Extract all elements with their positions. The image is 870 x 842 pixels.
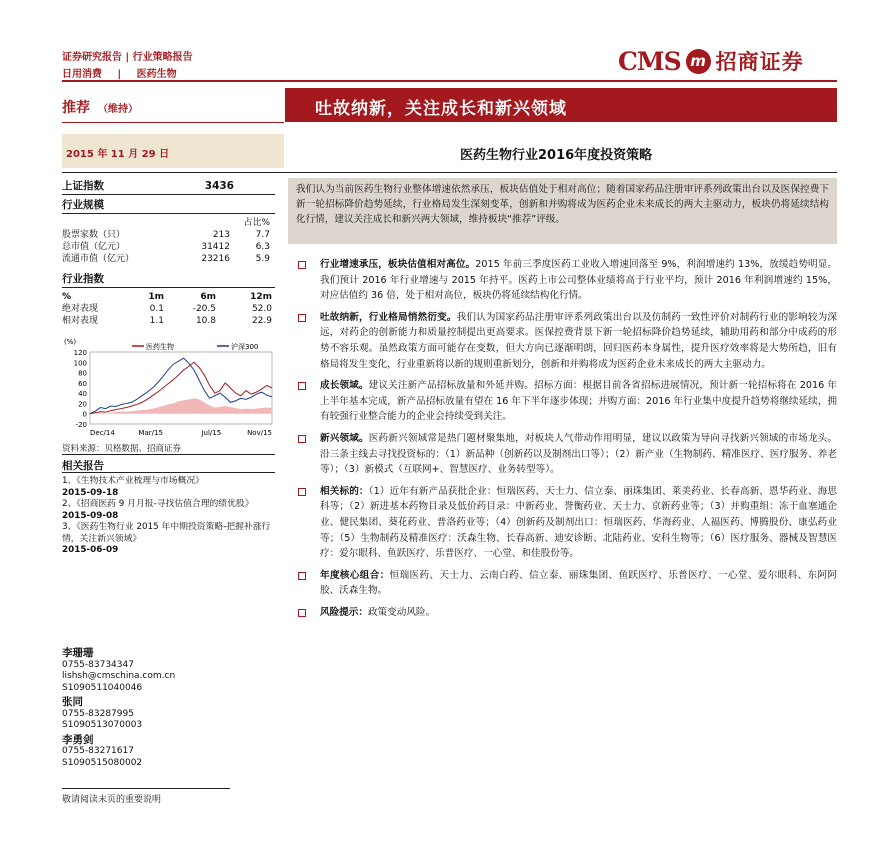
scale-col: 占比% bbox=[243, 218, 270, 228]
bullet-text: （1）近年有新产品获批企业：恒瑞医药、天士力、信立泰、丽珠集团、莱美药业、长春高新、恩华药业、海思科等；（2）新进基本药物目录及低价药目录：中新药业、誉衡药业、天士力、京新药业等；（3）并购重组：冻干血塞通企业、健民集团、葵花药业、普洛药业等；（4）创新药及制剂出口：恒瑞医药、华海药业、人福医药、博腾股份、康弘药业等；（5）生物制药及精准医疗：沃森生物、长春高新、迪安诊断、北陆药业、安科生物等；（6）医疗服务、器械及智慧医疗：爱尔眼科、鱼跃医疗、乐普医疗、一心堂、和佳股份等。 bbox=[320, 485, 837, 560]
scale-pct: 5.9 bbox=[255, 254, 270, 264]
related-item-title[interactable]: 2、《招商医药 9 月月报-寻找估值合理的绩优股》 bbox=[62, 499, 254, 509]
report-subtitle: 医药生物行业2016年度投资策略 bbox=[460, 148, 653, 163]
scale-row bbox=[62, 253, 275, 265]
perf-cell: 52.0 bbox=[251, 304, 272, 314]
category-right: 医药生物 bbox=[136, 69, 177, 80]
index-title: 行业指数 bbox=[62, 273, 104, 285]
x-tick-label: Mar/15 bbox=[138, 429, 163, 437]
logo-cn: 招商证券 bbox=[715, 50, 804, 74]
x-tick-label: Dec/14 bbox=[90, 429, 115, 437]
x-tick-label: Nov/15 bbox=[247, 429, 272, 437]
scale-name: 股票家数（只） bbox=[62, 230, 126, 240]
scale-row bbox=[62, 241, 275, 253]
y-tick-label: 0 bbox=[82, 410, 87, 419]
perf-cell: -20.5 bbox=[192, 304, 216, 314]
rating-sub: （维持） bbox=[98, 104, 138, 115]
summary-text: 我们认为当前医药生物行业整体增速依然承压，板块估值处于相对高位；随着国家药品注册审评系列政策出台以及医保控费下新一轮招标降价趋势延续，行业格局发生深刻变革，创新和并购将成为医药企业未来成长的两大主驱动力，板块仍将延续结构化行情，建议关注成长和新兴两大领域，维持板块“推荐”评级。 bbox=[296, 184, 829, 226]
scale-title: 行业规模 bbox=[62, 199, 104, 211]
contact-card bbox=[62, 735, 275, 770]
x-tick-label: Jul/15 bbox=[201, 429, 222, 437]
related-list bbox=[62, 476, 275, 557]
bullet-text: 政策变动风险。 bbox=[367, 606, 436, 618]
scale-row bbox=[62, 229, 275, 241]
index-chart bbox=[62, 338, 276, 438]
contact-name: 李勇剑 bbox=[62, 733, 94, 746]
related-item-date: 2015-09-18 bbox=[62, 487, 119, 498]
scale-name: 总市值（亿元） bbox=[62, 242, 126, 252]
bullet-item bbox=[296, 605, 837, 621]
bullet-key: 吐故纳新，行业格局悄然衍变。 bbox=[320, 311, 457, 323]
contact-phone: 0755-83734347 bbox=[62, 659, 134, 670]
bullet-item bbox=[296, 568, 837, 599]
perf-cell: 0.1 bbox=[149, 304, 164, 314]
bullet-item bbox=[296, 257, 837, 304]
bullet-square-icon bbox=[298, 435, 306, 443]
category-sep: | bbox=[117, 69, 122, 80]
bullet-text: 我们认为国家药品注册审评系列政策出台以及仿制药一致性评价对制药行业的影响较为深远，对药企的创新能力和质量控制提出更高要求。医保控费背景下新一轮招标降价趋势延续，辅助用药和部分中成药的形势不容乐观。虽然政策方面可能存在变数，但大方向已逐渐明朗，回归医药本身属性，提升医疗效率将是大势所趋，旧有格局将发生变化，行业重新将以新的规则重新划分，创新和并购将成为医药企业未来成长的两大主驱动力。 bbox=[320, 311, 837, 370]
report-type: 证券研究报告 | 行业策略报告 bbox=[62, 52, 193, 63]
logo-mark-icon: m bbox=[686, 49, 711, 74]
bullet-item bbox=[296, 431, 837, 478]
bullet-key: 成长领域。 bbox=[320, 380, 369, 392]
index-label: 上证指数 bbox=[62, 180, 104, 192]
bullet-item bbox=[296, 484, 837, 562]
contact-card bbox=[62, 648, 275, 694]
footer-note: 敬请阅读末页的重要说明 bbox=[62, 795, 162, 805]
y-axis-label: (%) bbox=[64, 338, 77, 346]
source-note: 资料来源：贝格数据、招商证券 bbox=[62, 444, 182, 454]
y-tick-label: 20 bbox=[78, 400, 87, 409]
index-value: 3436 bbox=[204, 180, 234, 192]
legend-label: 沪深300 bbox=[231, 343, 259, 351]
bullet-item bbox=[296, 378, 837, 425]
bullet-list bbox=[296, 257, 837, 626]
perf-row bbox=[62, 303, 275, 315]
legend-label: 医药生物 bbox=[146, 343, 174, 351]
rating-label: 推荐 bbox=[62, 100, 90, 116]
perf-head-cell: 12m bbox=[250, 292, 272, 302]
related-item[interactable] bbox=[62, 522, 275, 557]
related-title: 相关报告 bbox=[62, 460, 104, 472]
y-tick-label: 80 bbox=[78, 369, 87, 378]
logo-cms: CMS bbox=[618, 46, 681, 76]
contact-name: 李珊珊 bbox=[62, 647, 94, 659]
perf-head-cell: % bbox=[62, 292, 72, 302]
bullet-key: 年度核心组合： bbox=[320, 569, 390, 581]
perf-header bbox=[62, 291, 275, 303]
bullet-text: 恒瑞医药、天士力、云南白药、信立泰、丽珠集团、鱼跃医疗、乐普医疗、一心堂、爱尔眼科、东阿阿胶、沃森生物。 bbox=[320, 569, 838, 597]
bullet-key: 新兴领域。 bbox=[320, 432, 369, 444]
bullet-text: 医药新兴领域常是热门题材聚集地，对板块人气带动作用明显，建议以政策为导向寻找新兴领域的市场龙头。沿三条主线去寻找投资标的：（1）新品种（创新药以及制剂出口等）；（2）新产业（生物制药、精准医疗、医疗服务、养老等）；（3）新模式（互联网+、智慧医疗、业务转型等）。 bbox=[320, 432, 838, 476]
bullet-square-icon bbox=[298, 314, 306, 322]
perf-cell: 绝对表现 bbox=[62, 304, 99, 314]
y-tick-label: 100 bbox=[73, 359, 87, 368]
y-tick-label: 40 bbox=[78, 390, 87, 399]
bullet-square-icon bbox=[298, 572, 306, 580]
perf-cell: 22.9 bbox=[251, 316, 272, 326]
header-divider bbox=[62, 80, 837, 82]
related-item[interactable] bbox=[62, 476, 275, 499]
contact-card bbox=[62, 697, 275, 732]
related-item-title[interactable]: 1、《生物技术产业梳理与市场概况》 bbox=[62, 476, 204, 486]
contact-phone: 0755-83287995 bbox=[62, 708, 134, 719]
company-logo bbox=[618, 46, 804, 76]
related-item-date: 2015-09-08 bbox=[62, 510, 119, 521]
bullet-key: 行业增速承压，板块估值相对高位。 bbox=[320, 259, 476, 270]
contact-phone: 0755-83271617 bbox=[62, 746, 134, 756]
perf-head-cell: 6m bbox=[200, 292, 216, 302]
related-item-date: 2015-06-09 bbox=[62, 545, 119, 555]
date-box bbox=[62, 134, 284, 168]
scale-pct: 7.7 bbox=[255, 230, 270, 240]
sidebar bbox=[62, 180, 275, 327]
report-date: 2015 年 11 月 29 日 bbox=[66, 149, 170, 160]
perf-row bbox=[62, 315, 275, 327]
scale-value: 23216 bbox=[201, 254, 230, 264]
perf-cell: 相对表现 bbox=[62, 316, 99, 326]
bullet-item bbox=[296, 310, 837, 372]
bullet-square-icon bbox=[298, 261, 306, 269]
category-left: 日用消费 bbox=[62, 69, 102, 80]
contact-name: 张同 bbox=[62, 696, 83, 708]
scale-header bbox=[62, 217, 275, 229]
contact-id: S1090513070003 bbox=[62, 720, 143, 730]
subtitle-divider bbox=[62, 172, 837, 173]
y-tick-label: -20 bbox=[75, 421, 87, 429]
scale-value: 31412 bbox=[201, 242, 230, 252]
perf-cell: 10.8 bbox=[195, 316, 216, 326]
rating-box bbox=[62, 88, 284, 123]
bullet-key: 风险提示： bbox=[320, 606, 368, 618]
bullet-key: 相关标的： bbox=[320, 485, 369, 497]
y-tick-label: 60 bbox=[78, 379, 87, 388]
summary-box bbox=[288, 178, 837, 244]
bullet-square-icon bbox=[298, 488, 306, 496]
bullet-square-icon bbox=[298, 609, 306, 617]
perf-head-cell: 1m bbox=[148, 292, 164, 302]
contact-id: S1090515080002 bbox=[62, 757, 143, 768]
bullet-text: 2015 年前三季度医药工业收入增速回落至 9%，利润增速约 13%，放缓趋势明显。我们预计 2016 年行业增速与 2015 年持平。医药上市公司整体业绩将高于行业平均，预计 2016 年利润增速约 15%，对应估值约 36 倍，处于相对高位，板块仍将延续结构化行情。 bbox=[320, 259, 838, 302]
analyst-contacts bbox=[62, 648, 275, 772]
index-row bbox=[62, 180, 275, 192]
related-item[interactable] bbox=[62, 499, 275, 522]
scale-table bbox=[62, 229, 275, 265]
perf-table bbox=[62, 303, 275, 327]
scale-name: 流通市值（亿元） bbox=[62, 254, 135, 264]
bullet-square-icon bbox=[298, 382, 306, 390]
contact-email[interactable]: lishsh@cmschina.com.cn bbox=[62, 671, 176, 681]
scale-pct: 6.3 bbox=[255, 242, 270, 252]
scale-value: 213 bbox=[212, 230, 230, 240]
contact-id: S1090511040046 bbox=[62, 682, 143, 693]
report-category bbox=[62, 65, 177, 80]
related-item-title[interactable]: 3、《医药生物行业 2015 年中期投资策略-把握补涨行情，关注新兴领域》 bbox=[62, 522, 271, 544]
title-bar bbox=[285, 88, 837, 122]
y-tick-label: 120 bbox=[73, 349, 87, 357]
page-title: 吐故纳新，关注成长和新兴领域 bbox=[315, 99, 567, 119]
perf-cell: 1.1 bbox=[149, 316, 164, 326]
bullet-text: 建议关注新产品招标放量和外延并购。招标方面：根据目前各省招标进展情况，预计新一轮招标将在 2016 年上半年基本完成，新产品招标放量有望在 16 年下半年逐步体现；并购方面：2016 年行业集中度提升趋势将继续延续，拥有较强行业整合能力的企业会持续受到关注。 bbox=[320, 380, 838, 423]
